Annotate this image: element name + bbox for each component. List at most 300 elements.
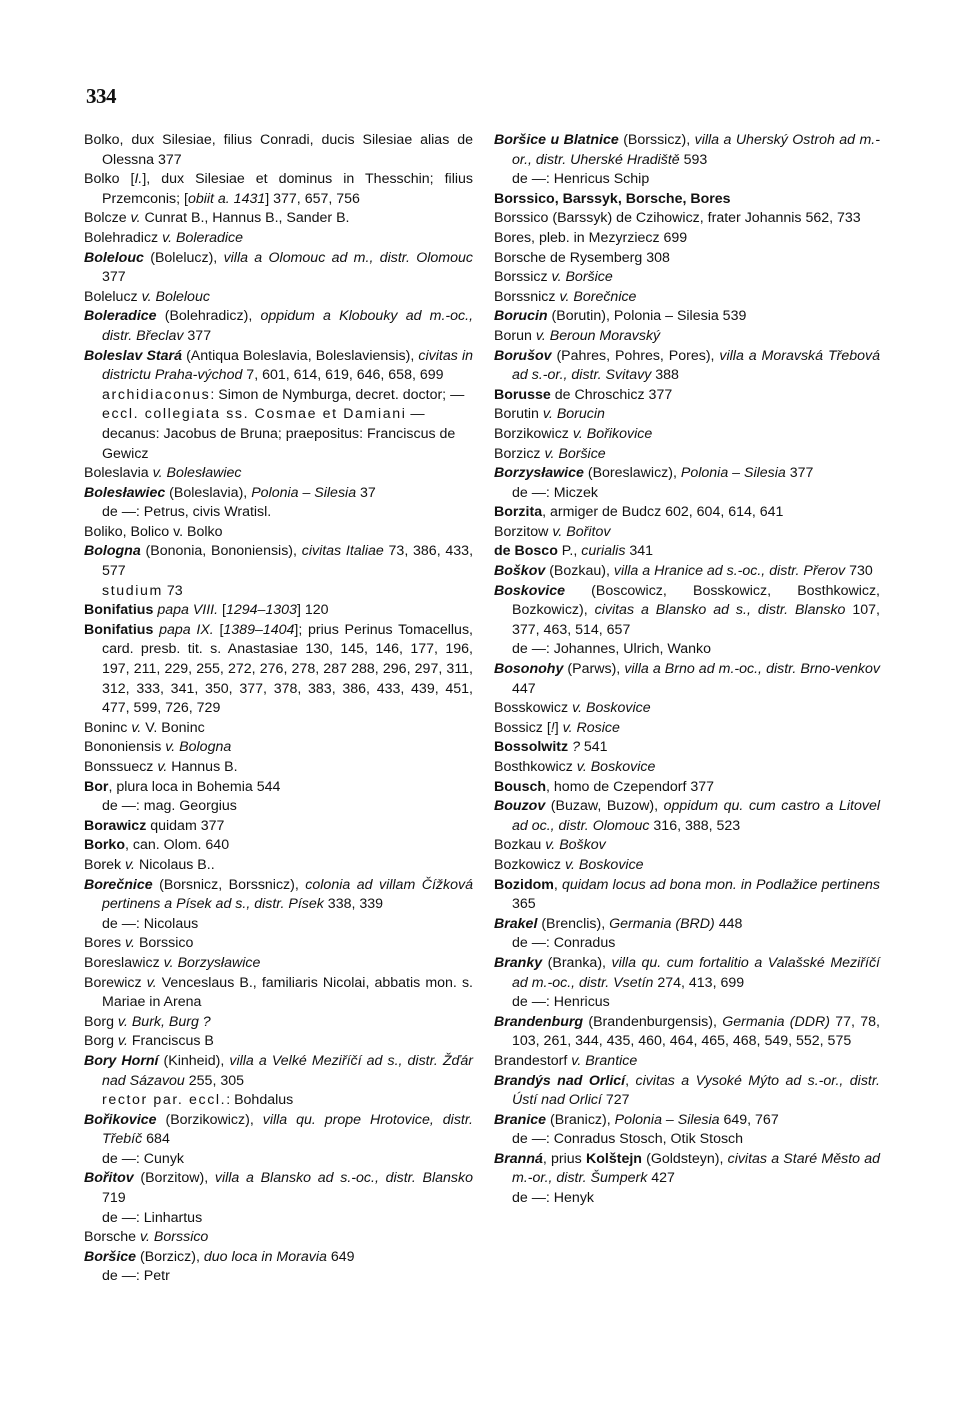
entry-text: Bores (84, 935, 126, 952)
index-entry (84, 621, 473, 719)
entry-text: 649, 767 (719, 1111, 779, 1128)
entry-text: Bolelucz (84, 288, 142, 305)
index-entry (84, 1228, 473, 1248)
entry-text: Brandenburg (494, 1013, 584, 1030)
entry-text: Polonia – Silesia (680, 465, 786, 482)
entry-text: quidam 377 (146, 817, 225, 834)
entry-text: 316, 388, 523 (649, 817, 741, 834)
entry-text: (Brenclis), (537, 915, 610, 932)
entry-text: Bolehradicz (84, 229, 163, 246)
index-entry (84, 347, 473, 386)
entry-text: ! (550, 719, 555, 736)
entry-text: Boršice (84, 1248, 137, 1265)
index-entry (494, 523, 880, 543)
entry-text: (Borssicz), (618, 132, 695, 148)
entry-text: v. (146, 974, 157, 991)
entry-text: I. (134, 171, 143, 188)
entry-text: 107, 377, 463, 514, 657 (512, 602, 880, 638)
index-entry (494, 327, 880, 347)
entry-text: v. Boleradice (162, 229, 244, 246)
entry-text: Bolesławiec (84, 484, 166, 501)
entry-text: v. (157, 759, 168, 775)
entry-text: 448 (714, 915, 743, 932)
entry-text: Bossicz [ (494, 719, 551, 736)
entry-text: v. Boskovice (564, 856, 644, 873)
entry-text: 649 (326, 1248, 355, 1265)
entry-text: Borssico (135, 935, 194, 952)
entry-text: de Bosco (494, 543, 558, 560)
entry-text: studium (102, 582, 163, 599)
entry-text: (Boscowicz, Bosskowicz, Bosthkowicz, Bozkowicz), (512, 582, 880, 619)
entry-text: Bosonohy (494, 661, 564, 678)
index-entry (84, 131, 473, 170)
entry-text: obiit a. 1431 (187, 190, 266, 207)
entry-text: Bozkowicz (494, 856, 565, 873)
entry-text: (Borzicz), (136, 1248, 204, 1265)
index-entry (494, 288, 880, 308)
entry-text: de —: Cunyk (102, 1150, 185, 1167)
entry-text: (Pahres, Pohres, Pores), (551, 347, 720, 364)
index-entry (494, 229, 880, 249)
entry-text: Bonifatius (84, 602, 154, 619)
entry-text: Borečnice (84, 876, 153, 893)
entry-text: , prius (542, 1150, 586, 1167)
entry-text: : Simon de Nymburga, decret. doctor; — (210, 386, 465, 403)
index-subentry (494, 934, 880, 954)
entry-text: Borawicz (84, 817, 147, 834)
entry-text: Branky (494, 954, 543, 971)
entry-text: 377 (102, 269, 126, 286)
index-entry (84, 484, 473, 504)
entry-text: de Chroschicz 377 (550, 386, 673, 403)
entry-text: 1389–1404 (223, 621, 295, 638)
entry-text: (Borutin), Polonia – Silesia 539 (547, 308, 747, 325)
entry-text: de —: Linhartus (102, 1209, 203, 1226)
entry-text: v. Bolesławiec (152, 465, 242, 482)
entry-text: Bosskowicz (494, 700, 573, 717)
index-entry (84, 542, 473, 581)
index-subentry (84, 1267, 473, 1287)
index-entry (494, 915, 880, 935)
entry-text: oppidum qu. cum castro a Litovel ad oc., distr. Olomouc (512, 798, 880, 834)
entry-text: 77, 78, 103, 261, 344, 435, 460, 464, 465, 468, 549, 552, 575 (512, 1013, 880, 1050)
entry-text: Boskovice (494, 582, 565, 599)
index-entry (84, 817, 473, 837)
entry-text: Germania (BRD) (609, 915, 715, 932)
index-entry (494, 542, 880, 562)
entry-text: Hannus B. (167, 759, 238, 775)
entry-text: (Boleslavia), (165, 484, 252, 501)
index-entry (84, 249, 473, 288)
entry-text: , plura loca in Bohemia 544 (108, 778, 281, 795)
entry-text: v. (125, 856, 135, 873)
index-entry (494, 778, 880, 798)
entry-text: Borzicz (494, 445, 545, 462)
entry-text: de —: Henricus (512, 994, 610, 1011)
entry-text: 7, 601, 614, 619, 646, 658, 699 (242, 367, 444, 384)
entry-text: Bouzov (494, 798, 546, 815)
entry-text: [ (213, 621, 224, 638)
entry-text: Boninc (84, 719, 132, 736)
entry-text: 1294–1303 (225, 602, 297, 619)
entry-text: Bossolwitz (494, 739, 569, 756)
index-entry (494, 582, 880, 641)
entry-text: Bolelouc (84, 249, 144, 266)
entry-text: villa a Moravská Třebová ad s.-or., distr. Svitavy (512, 347, 880, 384)
entry-text: 37 (356, 484, 376, 501)
index-entry (84, 778, 473, 798)
entry-text: Boleslav Stará (84, 347, 182, 364)
entry-text: v. Bořitov (552, 523, 611, 540)
entry-text: Borssnicz (494, 288, 560, 305)
left-column (84, 131, 473, 1287)
index-entry (494, 464, 880, 484)
index-subentry (494, 1189, 880, 1209)
index-subentry (494, 484, 880, 504)
entry-text: villa a Velké Meziříčí ad s., distr. Žďár nad Sázavou (102, 1052, 473, 1089)
entry-text: v. Borzysławice (163, 954, 261, 971)
index-subentry (84, 915, 473, 935)
index-subentry (84, 797, 473, 817)
entry-text: 377 (183, 327, 212, 344)
index-entry (494, 445, 880, 465)
entry-text: Nicolaus B.. (135, 856, 215, 873)
index-entry (494, 856, 880, 876)
entry-text: ] (554, 719, 563, 736)
entry-text: 365 (512, 896, 536, 913)
entry-text: Kolštejn (585, 1150, 642, 1167)
index-entry (494, 1111, 880, 1131)
index-subentry (494, 993, 880, 1013)
entry-text: 727 (601, 1092, 630, 1109)
index-entry (84, 974, 473, 1013)
index-entry (84, 1169, 473, 1208)
entry-text: Bologna (84, 543, 141, 560)
entry-text: 388 (651, 367, 679, 384)
entry-text: villa a Olomouc ad m., distr. Olomouc (223, 249, 473, 266)
entry-text: Borko (84, 837, 125, 854)
entry-text: de —: Johannes, Ulrich, Wanko (512, 641, 711, 658)
index-entry (494, 1013, 880, 1052)
entry-text: — decanus: Jacobus de Bruna; praepositus: Franciscus de Gewicz (102, 406, 456, 462)
entry-text: 274, 413, 699 (653, 974, 745, 991)
entry-text: papa VIII. (157, 602, 219, 619)
entry-text: eccl. collegiata ss. Cosmae et Damiani (102, 406, 407, 423)
entry-text: (Borzitow), (133, 1170, 215, 1187)
index-entry (84, 1032, 473, 1052)
entry-text: archidiaconus (102, 386, 211, 403)
entry-text: colonia ad villam Čížková pertinens a Písek ad s., distr. Písek (102, 876, 473, 913)
index-subentry (84, 1150, 473, 1170)
entry-text: Bolko, dux Silesiae, filius Conradi, ducis Silesiae alias de Olessna 377 (84, 132, 473, 168)
entry-text: de —: Nicolaus (102, 915, 199, 932)
entry-text: quidam locus ad bona mon. in Podlažice pertinens (561, 876, 880, 893)
entry-text: Bononiensis (84, 739, 166, 756)
entry-text: Branice (494, 1111, 547, 1128)
entry-text: de —: Henricus Schip (512, 171, 650, 188)
entry-text: v. Boskovice (576, 759, 656, 775)
entry-text: oppidum a Klobouky ad m.-oc., distr. Břeclav (102, 308, 474, 344)
entry-text: v. (117, 1033, 128, 1050)
entry-text: ] 120 (296, 602, 329, 619)
index-entry (84, 170, 473, 209)
entry-text: Bonifatius (84, 621, 154, 638)
index-entry (494, 190, 880, 210)
entry-text: , homo de Czependorf 377 (546, 778, 715, 795)
entry-text: Borzysławice (494, 465, 584, 482)
entry-text: ]; prius Perinus Tomacellus, card. presb. tit. s. Anastasiae 130, 145, 146, 177, 196, 197, 211, 229, 255, 272, 276, 278, 287 288, 296, 297, 311, 312, 333, 341, 350, 377, 378, 383, 386, 433, 439, 451, 477, 599, 726, 729 (102, 621, 473, 717)
index-entry (494, 425, 880, 445)
entry-text: (Branicz), (546, 1111, 615, 1128)
entry-text: (Bolelucz), (143, 249, 224, 266)
entry-text: Borg (84, 1013, 118, 1030)
index-subentry (84, 1091, 473, 1111)
entry-text: P., (557, 543, 582, 560)
entry-text: papa IX. (159, 621, 214, 638)
entry-text: Venceslaus B., familiaris Nicolai, abbatis mon. s. Mariae in Arena (102, 974, 473, 1011)
entry-text: de —: Conradus (512, 935, 616, 952)
entry-text: v. (130, 210, 141, 227)
index-entry (84, 209, 473, 229)
index-entry (84, 1248, 473, 1268)
entry-text: Borušov (494, 347, 552, 364)
index-entry (84, 464, 473, 484)
index-entry (494, 209, 880, 229)
entry-text: 447 (512, 680, 536, 697)
entry-text: Bolko [ (84, 171, 135, 188)
index-entry (494, 876, 880, 915)
entry-text: (Bozkau), (545, 563, 614, 580)
entry-text: Branná (494, 1150, 543, 1167)
entry-text: Borun (494, 327, 536, 344)
index-entry (494, 386, 880, 406)
entry-text: Borg (84, 1033, 118, 1050)
index-entry (84, 876, 473, 915)
entry-text: 684 (142, 1131, 170, 1148)
index-entry (84, 229, 473, 249)
entry-text: Borsche (84, 1229, 140, 1246)
index-entry (494, 347, 880, 386)
entry-text: Boršice u Blatnice (494, 132, 619, 148)
index-entry (494, 307, 880, 327)
entry-text: Bor (84, 778, 109, 795)
index-entry (494, 1052, 880, 1072)
page-number: 334 (86, 84, 116, 108)
entry-text: v. Boškov (545, 837, 606, 854)
entry-text: Boleradice (84, 308, 157, 325)
entry-text: v. Borucin (542, 406, 605, 423)
entry-text: 730 (845, 563, 873, 580)
index-entry (494, 503, 880, 523)
entry-text: Bolcze (84, 210, 131, 227)
entry-text: , can. Olom. 640 (125, 837, 230, 854)
entry-text: duo loca in Moravia (203, 1248, 327, 1265)
entry-text: (Antiqua Boleslavia, Boleslaviensis), (181, 347, 419, 364)
index-entry (494, 405, 880, 425)
entry-text: curialis (581, 543, 626, 560)
entry-text: civitas in districtu Praha-východ (102, 347, 473, 384)
index-entry (494, 699, 880, 719)
entry-text: 593 (679, 151, 708, 168)
entry-text: de —: Petrus, civis Wratisl. (102, 504, 272, 521)
entry-text: Borzikowicz (494, 425, 573, 442)
entry-text: (Brandenburgensis), (583, 1013, 723, 1030)
entry-text: Borzita (494, 504, 543, 521)
index-entry (84, 934, 473, 954)
entry-text: ] 377, 657, 756 (265, 190, 360, 207)
entry-text: Brakel (494, 915, 538, 932)
entry-text: villa qu. prope Hrotovice, distr. Třebíč (102, 1111, 473, 1148)
entry-text: civitas a Blansko ad s., distr. Blansko (594, 602, 846, 619)
index-entry (84, 954, 473, 974)
entry-text: v. Burk, Burg ? (117, 1013, 211, 1030)
index-entry (494, 758, 880, 778)
entry-text: V. Boninc (141, 719, 205, 736)
index-subentry (84, 582, 473, 602)
entry-text: Borssico, Barssyk, Borsche, Bores (494, 190, 731, 207)
entry-text: v. Beroun Moravský (535, 327, 661, 344)
index-entry (84, 288, 473, 308)
entry-text: civitas Italiae (301, 543, 384, 560)
entry-text: 341 (625, 543, 654, 560)
entry-text: 377 (785, 465, 814, 482)
entry-text: villa a Blansko ad s.-oc., distr. Blansko (214, 1170, 473, 1187)
entry-text: Bory Horní (84, 1052, 159, 1069)
index-entry (494, 954, 880, 993)
entry-text: (Kinheid), (158, 1052, 230, 1069)
entry-text: Boliko, Bolico v. Bolko (84, 523, 223, 540)
index-entry (494, 131, 880, 170)
entry-text: Borsche de Rysemberg 308 (494, 249, 670, 266)
entry-text: 255, 305 (184, 1072, 244, 1089)
entry-text: Borzitow (494, 523, 553, 540)
entry-text: de —: Henyk (512, 1190, 595, 1207)
entry-text: Bores, pleb. in Mezyrziecz 699 (494, 229, 688, 246)
entry-text: villa a Uherský Ostroh ad m.-or., distr. Uherské Hradiště (512, 132, 880, 168)
entry-text: (Parws), (563, 661, 625, 678)
entry-text: Brandestorf (494, 1052, 572, 1069)
entry-text: v. Borssico (140, 1229, 209, 1246)
index-entry (494, 738, 880, 758)
entry-text: , (553, 876, 562, 893)
entry-text: Borucin (494, 308, 548, 325)
index-entry (84, 758, 473, 778)
entry-text: Borutin (494, 406, 543, 423)
entry-text: (Branka), (542, 954, 612, 971)
entry-text: Borusse (494, 386, 551, 403)
index-entry (494, 562, 880, 582)
entry-text: (Bolehradicz), (156, 308, 261, 325)
index-entry (84, 738, 473, 758)
entry-text: v. Bořikovice (572, 425, 653, 442)
index-subentry (84, 386, 473, 464)
entry-text: Boškov (494, 563, 546, 580)
entry-text: Germania (DDR) (722, 1013, 830, 1030)
index-entry (84, 1013, 473, 1033)
index-subentry (84, 503, 473, 523)
index-entry (84, 836, 473, 856)
entry-text: 427 (647, 1170, 675, 1187)
entry-text: v. Boršice (551, 269, 613, 286)
entry-text: ], dux Silesiae et dominus in Thesschin; filius Przemconis; [ (102, 171, 474, 207)
entry-text: de —: Conradus Stosch, Otik Stosch (512, 1131, 744, 1148)
entry-text: Boleslavia (84, 465, 153, 482)
entry-text: Bořikovice (84, 1111, 157, 1128)
index-entry (84, 307, 473, 346)
index-entry (84, 1052, 473, 1091)
entry-text: 719 (102, 1190, 126, 1207)
entry-text: Borssicz (494, 269, 552, 286)
entry-text: , (625, 1072, 636, 1089)
entry-text: civitas a Vysoké Mýto ad s.-or., distr. Ústí nad Orlicí (512, 1072, 881, 1109)
entry-text: Cunrat B., Hannus B., Sander B. (140, 210, 350, 227)
index-subentry (494, 640, 880, 660)
entry-text: Borewicz (84, 974, 147, 991)
entry-text: Borek (84, 856, 126, 873)
entry-text: v. (131, 719, 142, 736)
entry-text: de —: Petr (102, 1268, 170, 1285)
entry-text: v. Borečnice (559, 288, 637, 305)
index-subentry (494, 170, 880, 190)
entry-text: civitas a Staré Město ad m.-or., distr. Šumperk (512, 1150, 880, 1187)
entry-text: Polonia – Silesia (251, 484, 357, 501)
index-entry (84, 1111, 473, 1150)
entry-text: Bousch (494, 778, 547, 795)
entry-text: Bozkau (494, 837, 546, 854)
index-subentry (84, 1209, 473, 1229)
entry-text: 541 (579, 739, 608, 756)
index-entry (494, 1150, 880, 1189)
index-entry (494, 797, 880, 836)
entry-text: (Boreslawicz), (583, 465, 681, 482)
entry-text: v. Bolelouc (141, 288, 210, 305)
entry-text: (Borzikowicz), (156, 1111, 263, 1128)
entry-text: de —: Miczek (512, 484, 598, 501)
entry-text: v. Rosice (562, 719, 620, 736)
entry-text: Bonssuecz (84, 759, 158, 775)
entry-text: , armiger de Budcz 602, 604, 614, 641 (542, 504, 784, 521)
entry-text: Bořitov (84, 1170, 134, 1187)
entry-text: Bosthkowicz (494, 759, 577, 775)
entry-text: ? (572, 739, 580, 756)
entry-text: Franciscus B (127, 1033, 214, 1050)
index-entry (494, 1072, 880, 1111)
entry-text: villa qu. cum fortalitio a Valašské Meziříčí ad m.-oc., distr. Vsetín (512, 954, 880, 991)
entry-text: (Borsnicz, Borssnicz), (152, 876, 306, 893)
entry-text: Bozidom (494, 876, 554, 893)
entry-text: Brandýs nad Orlicí (494, 1072, 626, 1089)
entry-text: v. Boskovice (572, 700, 651, 717)
entry-text: 73, 386, 433, 577 (102, 543, 474, 580)
entry-text: de —: mag. Georgius (102, 798, 237, 815)
index-entry (84, 856, 473, 876)
index-entry (84, 601, 473, 621)
entry-text: (Bononia, Bononiensis), (140, 543, 302, 560)
entry-text: (Goldsteyn), (641, 1150, 728, 1167)
entry-text: Polonia – Silesia (614, 1111, 720, 1128)
entry-text: v. Bologna (165, 739, 232, 756)
index-entry (84, 523, 473, 543)
index-entry (494, 249, 880, 269)
entry-text: v. Brantice (571, 1052, 638, 1069)
entry-text: 338, 339 (323, 896, 384, 913)
entry-text: Boreslawicz (84, 954, 164, 971)
entry-text: villa a Hranice ad s.-oc., distr. Přerov (613, 563, 846, 580)
entry-text: Borssico (Barssyk) de Czihowicz, frater Johannis 562, 733 (494, 210, 861, 227)
index-entry (494, 719, 880, 739)
index-entry (494, 268, 880, 288)
index-entry (494, 836, 880, 856)
